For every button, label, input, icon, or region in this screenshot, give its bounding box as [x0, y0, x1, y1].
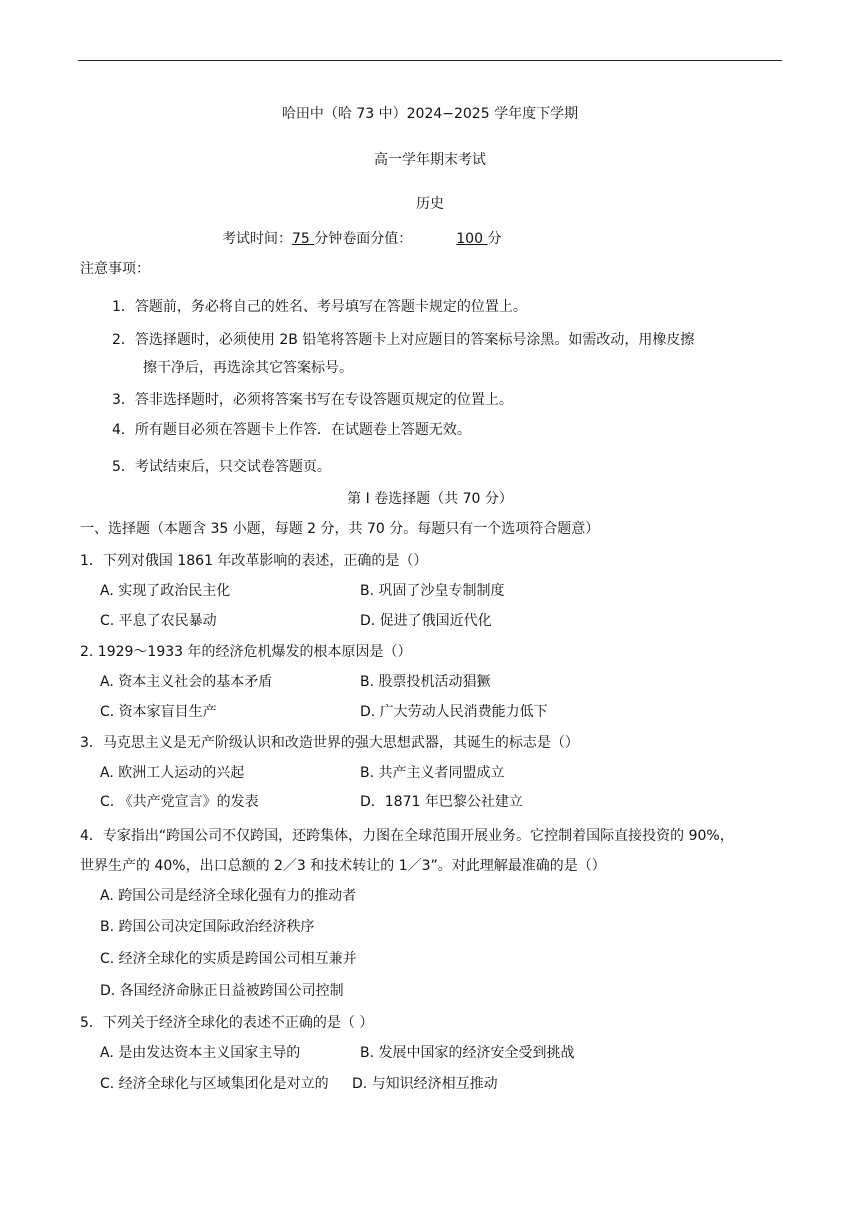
- option-b: B. 跨国公司决定国际政治经济秩序: [100, 919, 315, 935]
- question-stem: 5．下列关于经济全球化的表述不正确的是（ ）: [80, 1015, 374, 1031]
- option-a: A. 实现了政治民主化: [100, 583, 231, 599]
- score-suffix: 分: [487, 231, 502, 247]
- question-stem: 2. 1929～1933 年的经济危机爆发的根本原因是（）: [80, 644, 412, 660]
- time-suffix: 分钟卷面分值：: [314, 231, 413, 247]
- exam-info-line: [222, 232, 501, 246]
- header-rule: [78, 60, 782, 61]
- option-c: C. 平息了农民暴动: [100, 613, 217, 629]
- option-c: C. 经济全球化的实质是跨国公司相互兼并: [100, 951, 357, 967]
- option-b: B. 共产主义者同盟成立: [360, 765, 505, 781]
- option-a: A. 是由发达资本主义国家主导的: [100, 1045, 301, 1061]
- option-d: D. 促进了俄国近代化: [360, 613, 492, 629]
- notice-item: 5．考试结束后，只交试卷答题页。: [112, 459, 331, 475]
- option-a: A. 资本主义社会的基本矛盾: [100, 674, 273, 690]
- notice-item: 4．所有题目必须在答题卡上作答．在试题卷上答题无效。: [112, 422, 471, 438]
- notice-title: 注意事项：: [80, 261, 150, 277]
- score-value: 100: [456, 231, 488, 247]
- option-d: D. 各国经济命脉正日益被跨国公司控制: [100, 983, 344, 999]
- time-prefix: 考试时间：: [222, 231, 292, 247]
- option-c: C. 《共产党宣言》的发表: [100, 794, 259, 810]
- option-d: D. 广大劳动人民消费能力低下: [360, 704, 548, 720]
- option-b: B. 巩固了沙皇专制制度: [360, 583, 505, 599]
- part-title: 第 I 卷选择题（共 70 分）: [347, 491, 513, 507]
- option-d: D. 与知识经济相互推动: [352, 1076, 498, 1092]
- option-b: B. 发展中国家的经济安全受到挑战: [360, 1045, 575, 1061]
- option-c: C. 资本家盲目生产: [100, 704, 217, 720]
- notice-item: 2．答选择题时，必须使用 2B 铅笔将答题卡上对应题目的答案标号涂黑。如需改动，用橡皮擦: [112, 332, 695, 348]
- option-d: D．1871 年巴黎公社建立: [360, 794, 523, 810]
- question-stem: 3．马克思主义是无产阶级认识和改造世界的强大思想武器，其诞生的标志是（）: [80, 735, 579, 751]
- notice-item: 1．答题前，务必将自己的姓名、考号填写在答题卡规定的位置上。: [112, 299, 527, 315]
- exam-title: 高一学年期末考试: [374, 152, 486, 168]
- question-stem: 1．下列对俄国 1861 年改革影响的表述，正确的是（）: [80, 553, 428, 569]
- option-c: C. 经济全球化与区域集团化是对立的: [100, 1076, 329, 1092]
- notice-item: 3．答非选择题时，必须将答案书写在专设答题页规定的位置上。: [112, 392, 513, 408]
- option-a: A. 欧洲工人运动的兴起: [100, 765, 245, 781]
- time-value: 75: [292, 231, 315, 247]
- question-stem-continuation: 世界生产的 40%，出口总额的 2／3 和技术转让的 1／3”。对此理解最准确的是（）: [80, 858, 606, 874]
- option-b: B. 股票投机活动猖獗: [360, 674, 491, 690]
- notice-item-continuation: 擦干净后，再选涂其它答案标号。: [143, 360, 353, 376]
- school-line: 哈田中（哈 73 中）2024−2025 学年度下学期: [281, 106, 579, 122]
- question-stem: 4．专家指出“跨国公司不仅跨国，还跨集体，力图在全球范围开展业务。它控制着国际直接投资的 90%，: [80, 828, 734, 844]
- section-heading: 一、选择题（本题含 35 小题，每题 2 分，共 70 分。每题只有一个选项符合题意）: [80, 521, 600, 537]
- subject-title: 历史: [416, 196, 444, 212]
- option-a: A. 跨国公司是经济全球化强有力的推动者: [100, 888, 357, 904]
